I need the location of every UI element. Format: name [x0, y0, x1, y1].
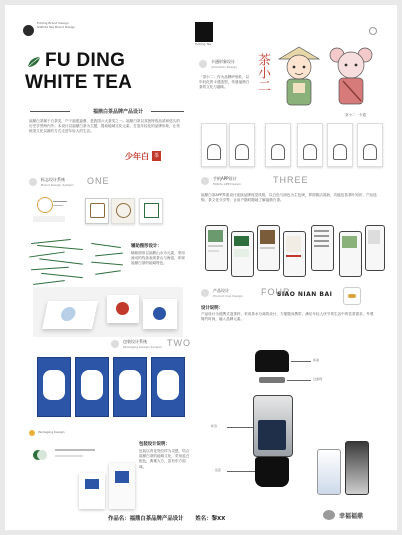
cup-body: [253, 395, 293, 457]
gift-box-photo: [33, 287, 183, 337]
character-boy: [275, 41, 323, 111]
ip-card-4: [297, 123, 323, 167]
pattern-title: 辅助图形设计：: [131, 244, 162, 249]
section-four-sub: Product Cup Design: [213, 294, 243, 298]
section-two-sub: Packaging Design System: [123, 345, 162, 349]
label-base: 底座: [215, 468, 222, 472]
tea-bag-1: [79, 473, 105, 509]
section-three-sub: Mobile APP Design: [213, 182, 241, 186]
logo-text-2: &White Tea Brand Design: [37, 25, 76, 29]
subtitle-rule-left: [30, 111, 70, 112]
logo-card-3: [139, 198, 163, 224]
character-girl: [327, 41, 375, 111]
section-one-dot-icon: [29, 178, 37, 186]
product-brand: SIAO NIAN BAI: [277, 291, 333, 298]
ip-title: 卡通形象设计: [211, 59, 235, 64]
porcelain-box-1: [37, 357, 71, 417]
ip-card-3: [265, 123, 291, 167]
phone-4: [283, 231, 306, 277]
section-one-sub: Brand Design System: [41, 183, 74, 187]
phone-7: [365, 225, 385, 271]
section-three-title: 手机APP设计: [213, 176, 237, 181]
wave-pattern-right: [91, 241, 127, 285]
cup-filter: [259, 377, 285, 383]
gift-box-1: [42, 301, 98, 329]
wechat-icon: [323, 510, 335, 520]
section-two-title: 包装设计系统: [123, 339, 147, 344]
intro-text: 福鼎白茶属于白茶类，产于福建福鼎，是我国六大茶类之一。福鼎白茶以其独特的品质和悠久的历史享誉海内外。本设计以福鼎白茶为主题，提取地域文化元素，打造年轻化的品牌形象，让传统茶文化以新的方式走进年轻人的生活。: [29, 119, 180, 134]
label-body: 杯身: [211, 424, 218, 428]
logo-text: [37, 21, 107, 29]
wave-pattern-left: [29, 237, 89, 287]
section-black-block: [195, 22, 213, 42]
ip-card-6: [357, 123, 383, 167]
app-body: 福鼎白茶APP界面设计延续品牌视觉风格，以白色与绿色为主色调，界面简洁清新，功能包括茶叶知识、产品选购、茶文化分享等，让用户随时随地了解福鼎白茶。: [201, 193, 377, 203]
section-three-num: THREE: [273, 175, 309, 185]
footer-name-value: 黎XX: [211, 516, 226, 522]
section-two-num: TWO: [167, 338, 191, 348]
phone-6: [339, 231, 362, 277]
watermark-text: 幸福福鼎: [339, 513, 364, 520]
ip-card-1: [201, 123, 227, 167]
gift-box-3: [143, 299, 177, 329]
product-description: [201, 305, 377, 334]
porcelain-box-2: [75, 357, 109, 417]
gift-box-2: [107, 295, 139, 323]
cup-lid: [255, 350, 289, 372]
title-line-2: WHITE TEA: [25, 72, 133, 93]
pattern-description: [131, 243, 187, 267]
poster: FuDing Brand Design &White Tea Brand Design FU DING WHITE TEA 福鼎白茶品牌产品设计 福鼎白茶属于白茶类，产于福建福鼎，是我国六大茶类之一。福鼎白茶以其独特的品质和悠久的历史享誉海内外。本设计以福鼎白茶为主题，提取地域文化元素，打造年轻化的品牌形象，让传统茶文化以新的方式走进年轻人的生活。 少年白 茶 标志设计系统 Brand Design System ONE 辅助图形设计： 辅助图形以福鼎山水为元素，采用流动的线条表现茶山与海浪，体现福鼎白茶的地域特色。 包装设计系统 Packaging Design System TWO Packaging Design 包装设计说明： 包装以青花瓷纹样为灵感，结合福鼎白茶的地域文化，采用蓝白配色，典雅大方，富有东方韵味。 FuDing Tea 卡通形象设计 Character Design 「茶小二」作为品牌IP形象，以年轻化的卡通造型，传递福鼎白茶的文化与趣味。 茶小二 茶小二 · 卡通 手机APP设计 Mobile APP Design THREE 福鼎白茶APP界面设计延续品牌视觉风格，以白色与绿色为主色调，界面简洁清新，功能包括茶叶知识、产品选购、茶文化分享等，让用户随时随地了解福鼎白茶。 产品设计 Product Cup Design FOUR SIAO NIAN BAI 设计说明： 产品设计为便携式泡茶杯，采用茶水分离的设计，方便随身携带，满足年轻人快节奏生活中的饮茶需求，外观简约时尚，融入品牌元素。 杯盖 过滤网 杯身 底座 作品名：福鼎白茶品牌产品设计 姓名：黎XX 幸福福鼎: [5, 5, 397, 530]
section-four-dot-icon: [201, 289, 209, 297]
footer-work-label: 作品名：: [108, 516, 130, 522]
ip-card-5: [327, 123, 353, 167]
phone-3: [257, 225, 280, 271]
porcelain-box-4: [151, 357, 185, 417]
label-filter: 过滤网: [313, 377, 323, 381]
section-three-dot-icon: [201, 177, 209, 185]
section-one-title: 标志设计系统: [41, 177, 65, 182]
section-one-num: ONE: [87, 176, 110, 186]
brand-mark: 少年白: [125, 151, 149, 161]
leaf-small-icon: [31, 447, 49, 461]
tea-bag-2: [109, 463, 135, 509]
product-bottle-silver: [345, 441, 369, 495]
product-body: 产品设计为便携式泡茶杯，采用茶水分离的设计，方便随身携带，满足年轻人快节奏生活中的饮茶需求，外观简约时尚，融入品牌元素。: [201, 312, 374, 322]
corner-dot-icon: [369, 27, 377, 35]
phone-5: [311, 225, 334, 271]
logo-card-1: [85, 198, 109, 224]
ip-sub: Character Design: [211, 65, 238, 69]
brand-logo-row: [23, 21, 34, 40]
section-four-title: 产品设计: [213, 288, 229, 293]
character-caption: 茶小二 · 卡通: [345, 113, 366, 117]
subtitle-rule-right: [151, 111, 184, 112]
leaf-icon: [27, 53, 41, 65]
logo-card-2: [111, 198, 135, 224]
packaging-title: 包装设计说明：: [139, 442, 170, 447]
footer-author: [108, 514, 225, 522]
ip-dot-icon: [199, 60, 207, 68]
logo-variant-1-icon: [37, 197, 53, 213]
section-two-dot-icon: [111, 340, 119, 348]
phone-1: [205, 225, 228, 271]
subtitle: 福鼎白茶品牌产品设计: [93, 109, 144, 115]
logo-text-1: FuDing Brand Design: [37, 21, 69, 25]
phone-2: [231, 231, 254, 277]
product-title: 设计说明：: [201, 306, 223, 311]
packaging-body: 包装以青花瓷纹样为灵感，结合福鼎白茶的地域文化，采用蓝白配色，典雅大方，富有东方韵味。: [139, 449, 190, 469]
ip-card-2: [229, 123, 255, 167]
footer-work-name: 福鼎白茶品牌产品设计: [129, 516, 184, 522]
cup-base: [255, 457, 289, 487]
footer-name-label: 姓名：: [195, 516, 212, 522]
section-four-num: FOUR: [261, 287, 291, 297]
pack-dot-icon: [29, 430, 35, 436]
packaging-description: [139, 441, 191, 489]
product-bottle-white: [317, 449, 341, 495]
porcelain-box-3: [113, 357, 147, 417]
product-logo-icon: [343, 287, 361, 305]
label-lid: 杯盖: [313, 358, 320, 362]
brand-seal: 茶: [153, 153, 159, 159]
pattern-body: 辅助图形以福鼎山水为元素，采用流动的线条表现茶山与海浪，体现福鼎白茶的地域特色。: [131, 251, 185, 266]
title-line-1: FU DING: [45, 50, 126, 71]
ip-body: 「茶小二」作为品牌IP形象，以年轻化的卡通造型，传递福鼎白茶的文化与趣味。: [199, 75, 250, 90]
character-name: 茶小二: [255, 53, 270, 92]
logo-variant-1: [31, 197, 71, 225]
brand-logo-icon: [23, 25, 34, 36]
